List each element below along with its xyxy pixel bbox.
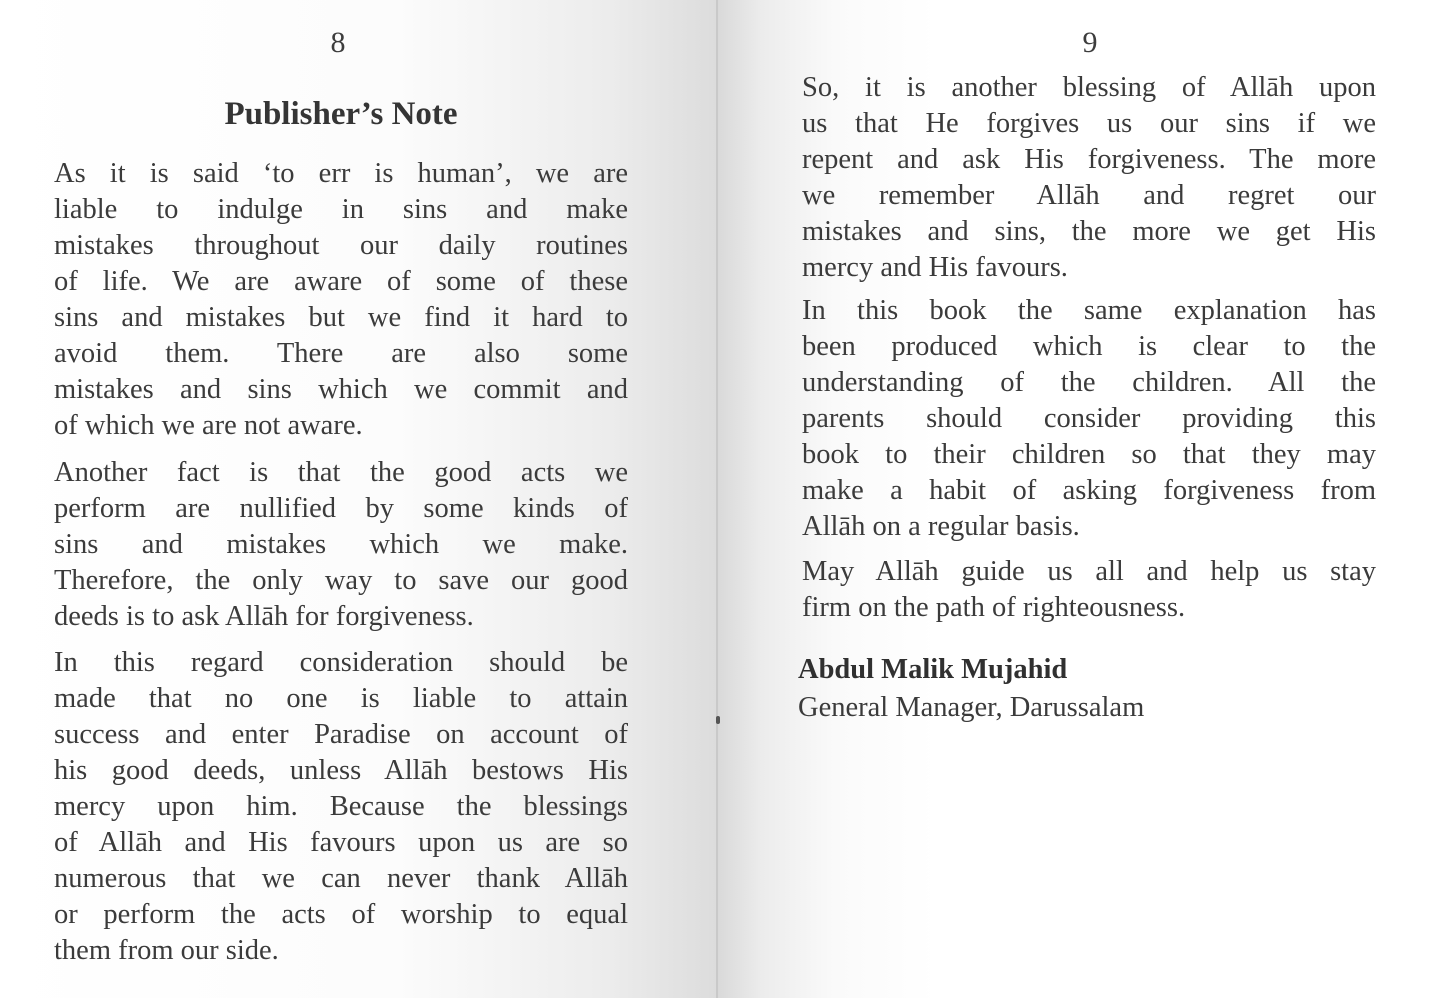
page-title: Publisher’s Note: [224, 96, 458, 132]
text-line: firm on the path of righteousness.: [802, 592, 1186, 623]
text-line: mercy upon him. Because the blessings: [54, 791, 628, 822]
text-line: mistakes throughout our daily routines: [54, 230, 628, 261]
text-line: sins and mistakes but we find it hard to: [54, 302, 628, 333]
text-line: In this book the same explanation has: [802, 295, 1376, 326]
text-line: deeds is to ask Allāh for forgiveness.: [54, 601, 474, 632]
paragraph: [54, 455, 628, 635]
paragraph: [54, 156, 628, 444]
signature-title: General Manager, Darussalam: [798, 692, 1145, 723]
page-number-left: 8: [330, 26, 346, 59]
text-line: numerous that we can never thank Allāh: [54, 863, 628, 894]
paragraph: [802, 70, 1376, 286]
text-line: of which we are not aware.: [54, 410, 363, 441]
text-line: May Allāh guide us all and help us stay: [802, 556, 1376, 587]
text-line: book to their children so that they may: [802, 439, 1376, 470]
text-line: been produced which is clear to the: [802, 331, 1376, 362]
text-line: parents should consider providing this: [802, 403, 1376, 434]
text-line: avoid them. There are also some: [54, 338, 628, 369]
text-line: Another fact is that the good acts we: [54, 457, 628, 488]
text-line: his good deeds, unless Allāh bestows His: [54, 755, 628, 786]
text-line: Allāh on a regular basis.: [802, 511, 1080, 542]
text-line: or perform the acts of worship to equal: [54, 899, 628, 930]
text-line: make a habit of asking forgiveness from: [802, 475, 1376, 506]
paragraph: [802, 293, 1376, 545]
text-line: us that He forgives us our sins if we: [802, 108, 1376, 139]
book-spine: [716, 0, 718, 998]
text-line: Therefore, the only way to save our good: [54, 565, 628, 596]
spine-speck: [716, 716, 720, 724]
text-line: made that no one is liable to attain: [54, 683, 628, 714]
text-line: them from our side.: [54, 935, 279, 966]
signature-name: Abdul Malik Mujahid: [798, 654, 1068, 685]
text-line: In this regard consideration should be: [54, 647, 628, 678]
paragraph: [54, 645, 628, 969]
text-line: understanding of the children. All the: [802, 367, 1376, 398]
text-line: As it is said ‘to err is human’, we are: [54, 158, 628, 189]
text-line: mercy and His favours.: [802, 252, 1068, 283]
page-number-right: 9: [1082, 26, 1098, 59]
text-line: of life. We are aware of some of these: [54, 266, 628, 297]
text-line: repent and ask His forgiveness. The more: [802, 144, 1376, 175]
text-line: we remember Allāh and regret our: [802, 180, 1376, 211]
text-line: perform are nullified by some kinds of: [54, 493, 628, 524]
text-line: of Allāh and His favours upon us are so: [54, 827, 628, 858]
text-line: mistakes and sins, the more we get His: [802, 216, 1376, 247]
text-line: mistakes and sins which we commit and: [54, 374, 628, 405]
text-line: liable to indulge in sins and make: [54, 194, 628, 225]
text-line: sins and mistakes which we make.: [54, 529, 628, 560]
paragraph: [802, 554, 1376, 626]
text-line: success and enter Paradise on account of: [54, 719, 628, 750]
text-line: So, it is another blessing of Allāh upon: [802, 72, 1376, 103]
